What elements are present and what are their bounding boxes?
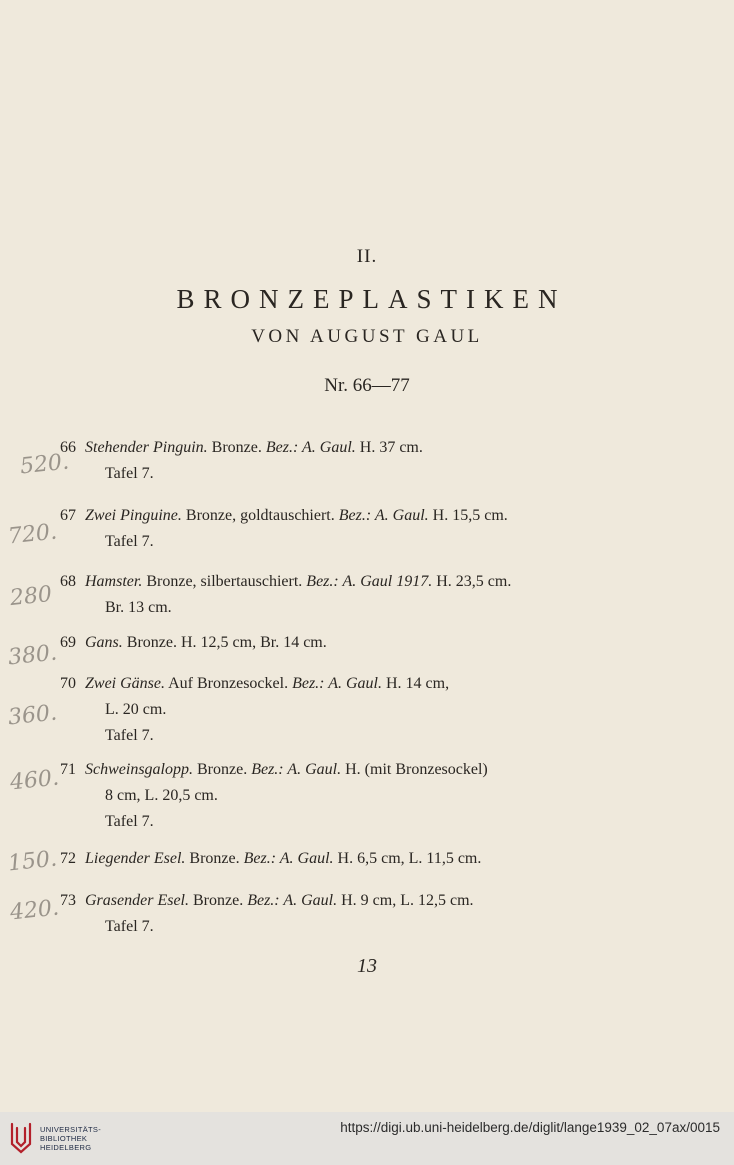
entry-number: 68 — [60, 573, 76, 590]
entry-dimensions: H. (mit Bronzesockel) — [341, 761, 488, 778]
entry-dimensions: H. 14 cm, — [382, 675, 450, 692]
margin-note-price: 380. — [6, 640, 59, 671]
catalog-entry-68 — [40, 569, 580, 621]
entry-number: 67 — [60, 507, 76, 524]
entry-dimensions: H. 9 cm, L. 12,5 cm. — [337, 892, 474, 909]
catalog-entry-69 — [40, 630, 580, 656]
catalog-entry-67 — [40, 503, 580, 555]
library-logo-text: UNIVERSITÄTS- BIBLIOTHEK HEIDELBERG — [40, 1125, 101, 1152]
entry-number: 69 — [60, 634, 76, 651]
margin-note-price: 360. — [6, 700, 59, 731]
entry-dimensions: H. 15,5 cm. — [428, 507, 508, 524]
entry-signature: Bez.: A. Gaul. — [265, 439, 356, 456]
entry-number: 71 — [60, 761, 76, 778]
entry-title: Stehender Pinguin. — [85, 439, 208, 456]
entry-number: 73 — [60, 892, 76, 909]
entry-title: Grasender Esel. — [85, 892, 189, 909]
entry-plate: Tafel 7. — [105, 465, 154, 482]
entry-material: Bronze, goldtauschiert. — [181, 507, 339, 524]
entry-title: Zwei Pinguine. — [85, 507, 182, 524]
entry-title: Hamster. — [85, 573, 143, 590]
entry-material: Bronze. — [185, 850, 244, 867]
margin-note-price: 720. — [6, 519, 59, 550]
catalog-entry-70 — [40, 671, 580, 749]
entry-dimensions: H. 23,5 cm. — [432, 573, 512, 590]
entry-dimensions: H. 6,5 cm, L. 11,5 cm. — [333, 850, 482, 867]
entry-plate: Tafel 7. — [105, 533, 154, 550]
margin-note-price: 520. — [18, 449, 71, 480]
catalog-entry-72 — [40, 846, 580, 872]
entry-title: Schweinsgalopp. — [85, 761, 193, 778]
entry-dimensions: H. 37 cm. — [355, 439, 423, 456]
entry-plate: Tafel 7. — [105, 813, 154, 830]
entry-signature: Bez.: A. Gaul. — [247, 892, 338, 909]
section-subtitle: VON AUGUST GAUL — [251, 326, 483, 347]
entry-plate: Tafel 7. — [105, 727, 154, 744]
entry-material: Auf Bronzesockel. — [165, 675, 293, 692]
entry-material: Bronze. H. 12,5 cm, Br. 14 cm. — [122, 634, 327, 651]
margin-note-price: 460. — [8, 765, 61, 796]
margin-note-price: 280 — [8, 581, 54, 612]
entry-title: Liegender Esel. — [85, 850, 186, 867]
page-number: 13 — [357, 955, 377, 977]
library-logo-icon — [8, 1120, 34, 1156]
section-title: BRONZEPLASTIKEN — [176, 284, 567, 314]
entry-material: Bronze. — [193, 761, 252, 778]
entry-material: Bronze. — [207, 439, 266, 456]
entry-signature: Bez.: A. Gaul 1917. — [306, 573, 433, 590]
source-url-link[interactable]: https://digi.ub.uni-heidelberg.de/diglit/lange1939_02_07ax/0015 — [340, 1120, 720, 1135]
item-range: Nr. 66—77 — [324, 375, 410, 396]
entry-material: Bronze, silbertauschiert. — [142, 573, 307, 590]
catalog-entry-71 — [40, 757, 580, 835]
margin-note-price: 420. — [8, 895, 61, 926]
entry-signature: Bez.: A. Gaul. — [292, 675, 382, 692]
entry-size: 8 cm, L. 20,5 cm. — [105, 787, 218, 804]
entry-length: L. 20 cm. — [105, 701, 167, 718]
catalog-entry-66 — [40, 435, 580, 487]
entry-number: 70 — [60, 675, 76, 692]
entry-number: 72 — [60, 850, 76, 867]
footer-bar — [0, 1112, 734, 1165]
entry-width: Br. 13 cm. — [105, 599, 172, 616]
entry-number: 66 — [60, 439, 76, 456]
entry-material: Bronze. — [188, 892, 248, 909]
catalog-entry-73 — [40, 888, 580, 940]
entry-plate: Tafel 7. — [105, 918, 154, 935]
entry-signature: Bez.: A. Gaul. — [243, 850, 334, 867]
section-number: II. — [356, 246, 378, 267]
entry-title: Zwei Gänse. — [85, 675, 165, 692]
margin-note-price: 150. — [6, 846, 59, 877]
entry-signature: Bez.: A. Gaul. — [251, 761, 342, 778]
entry-title: Gans. — [85, 634, 123, 651]
entry-signature: Bez.: A. Gaul. — [338, 507, 429, 524]
